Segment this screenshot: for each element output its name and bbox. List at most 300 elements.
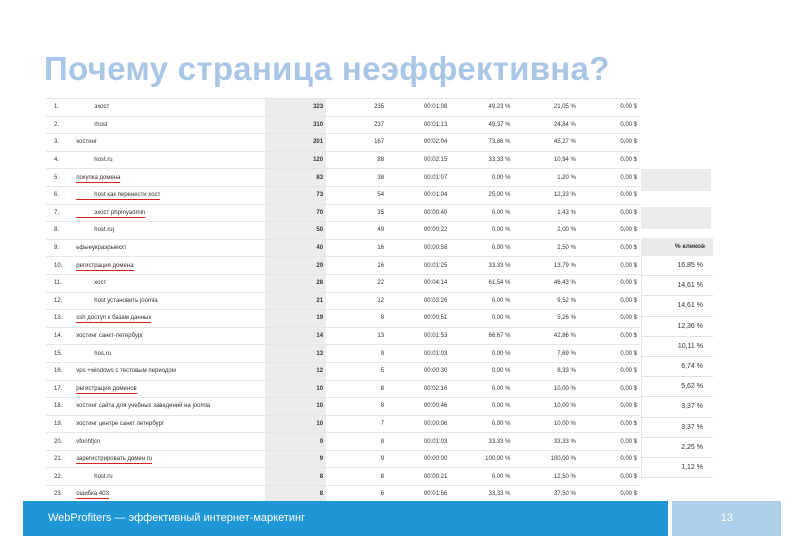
time-on-site-cell xyxy=(387,310,450,328)
table-row xyxy=(46,169,640,187)
visits-cell xyxy=(265,415,326,433)
row-number-text: 12. xyxy=(54,297,63,304)
new-visits-cell-text: 0,00 % xyxy=(491,385,511,392)
clicks-percent-header: % кликов xyxy=(641,238,713,256)
new-visits-cell-text: 66,67 % xyxy=(488,333,511,340)
bounce-rate-cell-text: 12,50 % xyxy=(553,473,576,480)
keyword-cell[interactable] xyxy=(73,292,265,310)
time-on-site-cell xyxy=(387,398,450,416)
grey-placeholder-box xyxy=(641,207,711,229)
row-number-text: 8. xyxy=(54,227,60,234)
keyword-cell[interactable] xyxy=(73,222,265,240)
visitors-cell xyxy=(326,345,387,363)
revenue-cell xyxy=(579,186,640,204)
clicks-percent-value: 6,74 % xyxy=(641,357,713,377)
keyword-text: host.ru xyxy=(94,157,113,164)
revenue-cell-text: 0,00 $ xyxy=(620,473,637,480)
table-row xyxy=(46,204,640,222)
bounce-rate-cell xyxy=(514,450,579,468)
visits-cell xyxy=(265,204,326,222)
row-number xyxy=(46,327,73,345)
bounce-rate-cell xyxy=(514,134,579,152)
table-row xyxy=(46,292,640,310)
bounce-rate-cell xyxy=(514,116,579,134)
row-number-text: 7. xyxy=(54,209,60,216)
row-number-text: 10. xyxy=(54,262,63,269)
bounce-rate-cell-text: 8,33 % xyxy=(557,368,576,375)
visits-cell-text: 9 xyxy=(319,438,324,445)
visits-cell-text: 50 xyxy=(316,227,324,234)
row-number xyxy=(46,468,73,486)
footer-text: WebProfiters — эффективный интернет-маркетинг xyxy=(48,512,306,524)
table-row xyxy=(46,257,640,275)
row-number xyxy=(46,310,73,328)
revenue-cell xyxy=(579,415,640,433)
new-visits-cell-text: 61,54 % xyxy=(488,280,511,287)
visitors-cell-text: 9 xyxy=(380,456,385,463)
keyword-cell[interactable] xyxy=(73,433,265,451)
new-visits-cell-text: 0,00 % xyxy=(491,368,511,375)
row-number-text: 3. xyxy=(54,139,60,146)
page-number: 13 xyxy=(720,512,733,524)
keyword-text: покупка домена xyxy=(76,174,121,181)
clicks-percent-value: 14,61 % xyxy=(641,296,713,316)
bounce-rate-cell xyxy=(514,398,579,416)
visitors-cell xyxy=(326,310,387,328)
new-visits-cell xyxy=(450,327,513,345)
row-number-text: 4. xyxy=(54,157,60,164)
visitors-cell xyxy=(326,398,387,416)
keyword-text: регистрация домена xyxy=(76,262,134,269)
visitors-cell xyxy=(326,239,387,257)
keyword-text: ошибка 403 xyxy=(76,491,109,498)
visits-cell-text: 28 xyxy=(316,280,324,287)
table-row xyxy=(46,186,640,204)
revenue-cell xyxy=(579,327,640,345)
table-row xyxy=(46,433,640,451)
revenue-cell xyxy=(579,468,640,486)
keyword-text: rhost xyxy=(94,121,108,128)
time-on-site-cell-text: 00:04:14 xyxy=(423,280,448,287)
keyword-cell[interactable] xyxy=(73,450,265,468)
bounce-rate-cell xyxy=(514,239,579,257)
time-on-site-cell xyxy=(387,99,450,116)
row-number xyxy=(46,345,73,363)
bounce-rate-cell-text: 7,69 % xyxy=(557,350,576,357)
keyword-text: host как перенести хост xyxy=(76,192,160,200)
row-number xyxy=(46,169,73,187)
row-number-text: 21. xyxy=(54,456,63,463)
visitors-cell-text: 8 xyxy=(380,315,385,322)
visits-cell-text: 40 xyxy=(316,245,324,252)
keyword-cell[interactable] xyxy=(73,310,265,328)
time-on-site-cell-text: 00:00:21 xyxy=(423,473,448,480)
visitors-cell-text: 49 xyxy=(377,227,385,234)
keyword-text: хостинг сайта для учебных заведений на joomla xyxy=(76,403,211,410)
clicks-percent-panel xyxy=(641,238,713,478)
table-row xyxy=(46,310,640,328)
visitors-cell xyxy=(326,380,387,398)
revenue-cell-text: 0,00 $ xyxy=(620,192,637,199)
time-on-site-cell-text: 00:00:46 xyxy=(423,403,448,410)
footer-bar xyxy=(23,501,668,536)
keyword-text: эхост xyxy=(94,104,110,111)
table-row xyxy=(46,116,640,134)
visits-cell-text: 73 xyxy=(316,192,324,199)
new-visits-cell xyxy=(450,116,513,134)
keyword-text: vps +windows с тестовым периодом xyxy=(76,368,176,375)
keyword-cell[interactable] xyxy=(73,398,265,416)
visits-cell-text: 8 xyxy=(319,473,324,480)
new-visits-cell-text: 100,00 % xyxy=(485,456,511,463)
visitors-cell xyxy=(326,204,387,222)
new-visits-cell xyxy=(450,362,513,380)
new-visits-cell xyxy=(450,310,513,328)
visitors-cell xyxy=(326,186,387,204)
new-visits-cell-text: 73,86 % xyxy=(488,139,511,146)
time-on-site-cell-text: 00:02:04 xyxy=(423,139,448,146)
revenue-cell-text: 0,00 $ xyxy=(620,350,637,357)
time-on-site-cell-text: 00:01:07 xyxy=(423,174,448,181)
table-row xyxy=(46,380,640,398)
keyword-cell[interactable] xyxy=(73,345,265,363)
keyword-text: host установить joomla xyxy=(94,297,158,304)
new-visits-cell xyxy=(450,134,513,152)
revenue-cell-text: 0,00 $ xyxy=(620,262,637,269)
visitors-cell xyxy=(326,257,387,275)
time-on-site-cell xyxy=(387,204,450,222)
bounce-rate-cell xyxy=(514,310,579,328)
keyword-cell[interactable] xyxy=(73,257,265,275)
visitors-cell-text: 35 xyxy=(377,209,385,216)
keyword-text: vfonhfjcn xyxy=(76,438,101,445)
keyword-stats-table xyxy=(46,98,640,498)
revenue-cell xyxy=(579,116,640,134)
keyword-cell[interactable] xyxy=(73,415,265,433)
bounce-rate-cell-text: 1,43 % xyxy=(557,209,576,216)
revenue-cell-text: 0,00 $ xyxy=(620,368,637,375)
visitors-cell-text: 9 xyxy=(380,350,385,357)
visits-cell-text: 120 xyxy=(313,157,324,164)
revenue-cell-text: 0,00 $ xyxy=(620,157,637,164)
table-row xyxy=(46,274,640,292)
time-on-site-cell xyxy=(387,362,450,380)
visitors-cell-text: 12 xyxy=(377,297,385,304)
time-on-site-cell-text: 00:01:56 xyxy=(423,491,448,498)
visits-cell xyxy=(265,274,326,292)
visitors-cell xyxy=(326,327,387,345)
visitors-cell-text: 8 xyxy=(380,403,385,410)
new-visits-cell xyxy=(450,274,513,292)
time-on-site-cell xyxy=(387,450,450,468)
time-on-site-cell-text: 00:00:58 xyxy=(423,245,448,252)
new-visits-cell xyxy=(450,398,513,416)
revenue-cell xyxy=(579,99,640,116)
bounce-rate-cell xyxy=(514,151,579,169)
new-visits-cell-text: 33,33 % xyxy=(488,438,511,445)
new-visits-cell-text: 33,33 % xyxy=(488,262,511,269)
clicks-percent-value: 3,37 % xyxy=(641,418,713,438)
time-on-site-cell-text: 00:01:03 xyxy=(423,438,448,445)
new-visits-cell-text: 25,00 % xyxy=(488,192,511,199)
new-visits-cell xyxy=(450,239,513,257)
keyword-cell[interactable] xyxy=(73,116,265,134)
revenue-cell xyxy=(579,239,640,257)
visits-cell-text: 10 xyxy=(316,403,324,410)
visits-cell xyxy=(265,380,326,398)
row-number-text: 6. xyxy=(54,192,60,199)
keyword-cell[interactable] xyxy=(73,468,265,486)
time-on-site-cell xyxy=(387,239,450,257)
keyword-cell[interactable] xyxy=(73,274,265,292)
visits-cell xyxy=(265,99,326,116)
keyword-cell[interactable] xyxy=(73,380,265,398)
row-number-text: 18. xyxy=(54,403,63,410)
bounce-rate-cell-text: 24,84 % xyxy=(553,121,576,128)
new-visits-cell xyxy=(450,257,513,275)
visitors-cell xyxy=(326,134,387,152)
bounce-rate-cell xyxy=(514,433,579,451)
bounce-rate-cell xyxy=(514,169,579,187)
revenue-cell xyxy=(579,292,640,310)
row-number-text: 23. xyxy=(54,491,63,498)
visitors-cell xyxy=(326,99,387,116)
revenue-cell xyxy=(579,151,640,169)
row-number-text: 2. xyxy=(54,121,60,128)
table-row xyxy=(46,398,640,416)
new-visits-cell xyxy=(450,169,513,187)
new-visits-cell-text: 0,00 % xyxy=(491,315,511,322)
row-number xyxy=(46,433,73,451)
revenue-cell xyxy=(579,345,640,363)
revenue-cell xyxy=(579,433,640,451)
visits-cell xyxy=(265,257,326,275)
bounce-rate-cell-text: 1,20 % xyxy=(557,174,576,181)
revenue-cell-text: 0,00 $ xyxy=(620,456,637,463)
keyword-cell[interactable] xyxy=(73,204,265,222)
visitors-cell xyxy=(326,433,387,451)
table-row xyxy=(46,151,640,169)
clicks-percent-list xyxy=(641,256,713,478)
row-number xyxy=(46,222,73,240)
bounce-rate-cell xyxy=(514,415,579,433)
table-row xyxy=(46,134,640,152)
row-number-text: 5. xyxy=(54,174,60,181)
row-number-text: 13. xyxy=(54,315,63,322)
row-number xyxy=(46,450,73,468)
new-visits-cell-text: 0,00 % xyxy=(491,174,511,181)
table-row xyxy=(46,468,640,486)
revenue-cell-text: 0,00 $ xyxy=(620,438,637,445)
row-number-text: 20. xyxy=(54,438,63,445)
revenue-cell-text: 0,00 $ xyxy=(620,139,637,146)
time-on-site-cell-text: 00:03:26 xyxy=(423,297,448,304)
clicks-percent-value: 1,12 % xyxy=(641,458,713,478)
visitors-cell-text: 22 xyxy=(377,280,385,287)
bounce-rate-cell-text: 33,33 % xyxy=(553,438,576,445)
visitors-cell-text: 8 xyxy=(380,438,385,445)
new-visits-cell-text: 0,00 % xyxy=(491,297,511,304)
bounce-rate-cell-text: 10,94 % xyxy=(553,157,576,164)
visitors-cell-text: 5 xyxy=(380,368,385,375)
revenue-cell-text: 0,00 $ xyxy=(620,333,637,340)
keyword-text: хостинг xyxy=(76,139,98,146)
clicks-percent-value: 16,85 % xyxy=(641,256,713,276)
table-row xyxy=(46,222,640,240)
time-on-site-cell-text: 00:01:08 xyxy=(423,104,448,111)
clicks-percent-value: 12,36 % xyxy=(641,317,713,337)
new-visits-cell xyxy=(450,450,513,468)
keyword-cell[interactable] xyxy=(73,239,265,257)
visits-cell xyxy=(265,310,326,328)
new-visits-cell-text: 0,00 % xyxy=(491,403,511,410)
table-row xyxy=(46,99,640,116)
revenue-cell xyxy=(579,222,640,240)
bounce-rate-cell-text: 100,00 % xyxy=(550,456,576,463)
revenue-cell xyxy=(579,362,640,380)
row-number xyxy=(46,204,73,222)
row-number-text: 9. xyxy=(54,245,60,252)
new-visits-cell-text: 0,00 % xyxy=(491,227,511,234)
keyword-cell[interactable] xyxy=(73,134,265,152)
keyword-text: хостинг центре санкт петербург xyxy=(76,420,165,427)
keyword-cell[interactable] xyxy=(73,151,265,169)
keyword-text: ssh доступ к базам данных xyxy=(76,315,152,322)
new-visits-cell xyxy=(450,468,513,486)
visitors-cell-text: 54 xyxy=(377,192,385,199)
clicks-percent-value: 5,62 % xyxy=(641,377,713,397)
keyword-cell[interactable] xyxy=(73,186,265,204)
revenue-cell xyxy=(579,450,640,468)
time-on-site-cell xyxy=(387,169,450,187)
page-number-box xyxy=(672,501,781,536)
visitors-cell xyxy=(326,468,387,486)
revenue-cell-text: 0,00 $ xyxy=(620,280,637,287)
bounce-rate-cell-text: 42,86 % xyxy=(553,333,576,340)
visitors-cell-text: 13 xyxy=(377,333,385,340)
keyword-cell[interactable] xyxy=(73,327,265,345)
row-number xyxy=(46,415,73,433)
new-visits-cell xyxy=(450,222,513,240)
time-on-site-cell-text: 00:00:06 xyxy=(423,420,448,427)
visitors-cell-text: 8 xyxy=(380,473,385,480)
visits-cell-text: 19 xyxy=(316,315,324,322)
new-visits-cell xyxy=(450,99,513,116)
visits-cell-text: 70 xyxy=(316,209,324,216)
keyword-text: регистрация доменов xyxy=(76,385,137,392)
bounce-rate-cell xyxy=(514,292,579,310)
visits-cell-text: 310 xyxy=(313,121,324,128)
bounce-rate-cell-text: 10,00 % xyxy=(553,420,576,427)
time-on-site-cell xyxy=(387,257,450,275)
row-number xyxy=(46,186,73,204)
keyword-text: ьфыеукраэрыекхт xyxy=(76,245,127,252)
time-on-site-cell-text: 00:01:03 xyxy=(423,350,448,357)
row-number xyxy=(46,398,73,416)
bounce-rate-cell-text: 9,52 % xyxy=(557,297,576,304)
table-row xyxy=(46,362,640,380)
bounce-rate-cell xyxy=(514,274,579,292)
clicks-percent-value: 3,37 % xyxy=(641,397,713,417)
keyword-text: хост xyxy=(94,280,107,287)
row-number-text: 19. xyxy=(54,420,63,427)
revenue-cell-text: 0,00 $ xyxy=(620,209,637,216)
new-visits-cell-text: 33,33 % xyxy=(488,491,511,498)
row-number xyxy=(46,134,73,152)
visitors-cell-text: 6 xyxy=(380,491,385,498)
new-visits-cell-text: 49,23 % xyxy=(488,104,511,111)
visits-cell xyxy=(265,151,326,169)
visitors-cell-text: 38 xyxy=(377,174,385,181)
visits-cell-text: 8 xyxy=(319,491,324,498)
row-number-text: 17. xyxy=(54,385,63,392)
time-on-site-cell-text: 00:00:00 xyxy=(423,456,448,463)
row-number xyxy=(46,99,73,116)
time-on-site-cell xyxy=(387,151,450,169)
visitors-cell xyxy=(326,415,387,433)
revenue-cell xyxy=(579,169,640,187)
visitors-cell xyxy=(326,222,387,240)
keyword-text: хостинг санкт-петербург xyxy=(76,333,144,340)
visits-cell xyxy=(265,433,326,451)
row-number-text: 11. xyxy=(54,280,62,287)
visits-cell-text: 10 xyxy=(316,385,324,392)
visits-cell-text: 201 xyxy=(313,139,324,146)
bounce-rate-cell xyxy=(514,327,579,345)
keyword-text: зарегистрировать домен ru xyxy=(76,456,153,463)
time-on-site-cell xyxy=(387,468,450,486)
time-on-site-cell-text: 00:00:40 xyxy=(423,209,448,216)
bounce-rate-cell-text: 5,26 % xyxy=(557,315,576,322)
revenue-cell xyxy=(579,398,640,416)
visitors-cell-text: 235 xyxy=(374,104,385,111)
new-visits-cell xyxy=(450,415,513,433)
row-number-text: 14. xyxy=(54,333,63,340)
revenue-cell-text: 0,00 $ xyxy=(620,403,637,410)
keyword-cell[interactable] xyxy=(73,169,265,187)
bounce-rate-cell xyxy=(514,345,579,363)
bounce-rate-cell-text: 12,33 % xyxy=(553,192,576,199)
visits-cell-text: 12 xyxy=(316,368,324,375)
bounce-rate-cell-text: 45,27 % xyxy=(553,139,576,146)
table-row xyxy=(46,345,640,363)
time-on-site-cell-text: 00:00:22 xyxy=(423,227,448,234)
revenue-cell xyxy=(579,274,640,292)
keyword-cell[interactable] xyxy=(73,99,265,116)
visits-cell xyxy=(265,398,326,416)
time-on-site-cell xyxy=(387,433,450,451)
revenue-cell-text: 0,00 $ xyxy=(620,104,637,111)
time-on-site-cell-text: 00:00:30 xyxy=(423,368,448,375)
row-number-text: 15. xyxy=(54,350,63,357)
visitors-cell-text: 16 xyxy=(377,262,385,269)
visitors-cell-text: 7 xyxy=(380,420,385,427)
time-on-site-cell-text: 00:02:16 xyxy=(423,385,448,392)
time-on-site-cell xyxy=(387,345,450,363)
keyword-cell[interactable] xyxy=(73,362,265,380)
table-row xyxy=(46,415,640,433)
visits-cell-text: 9 xyxy=(319,456,324,463)
time-on-site-cell-text: 00:01:04 xyxy=(423,192,448,199)
new-visits-cell-text: 0,00 % xyxy=(491,245,511,252)
new-visits-cell-text: 49,37 % xyxy=(488,121,511,128)
revenue-cell-text: 0,00 $ xyxy=(620,315,637,322)
time-on-site-cell-text: 00:01:53 xyxy=(423,333,448,340)
visits-cell xyxy=(265,345,326,363)
visits-cell-text: 323 xyxy=(313,104,324,111)
row-number-text: 1. xyxy=(54,104,60,111)
new-visits-cell-text: 0,00 % xyxy=(491,209,511,216)
